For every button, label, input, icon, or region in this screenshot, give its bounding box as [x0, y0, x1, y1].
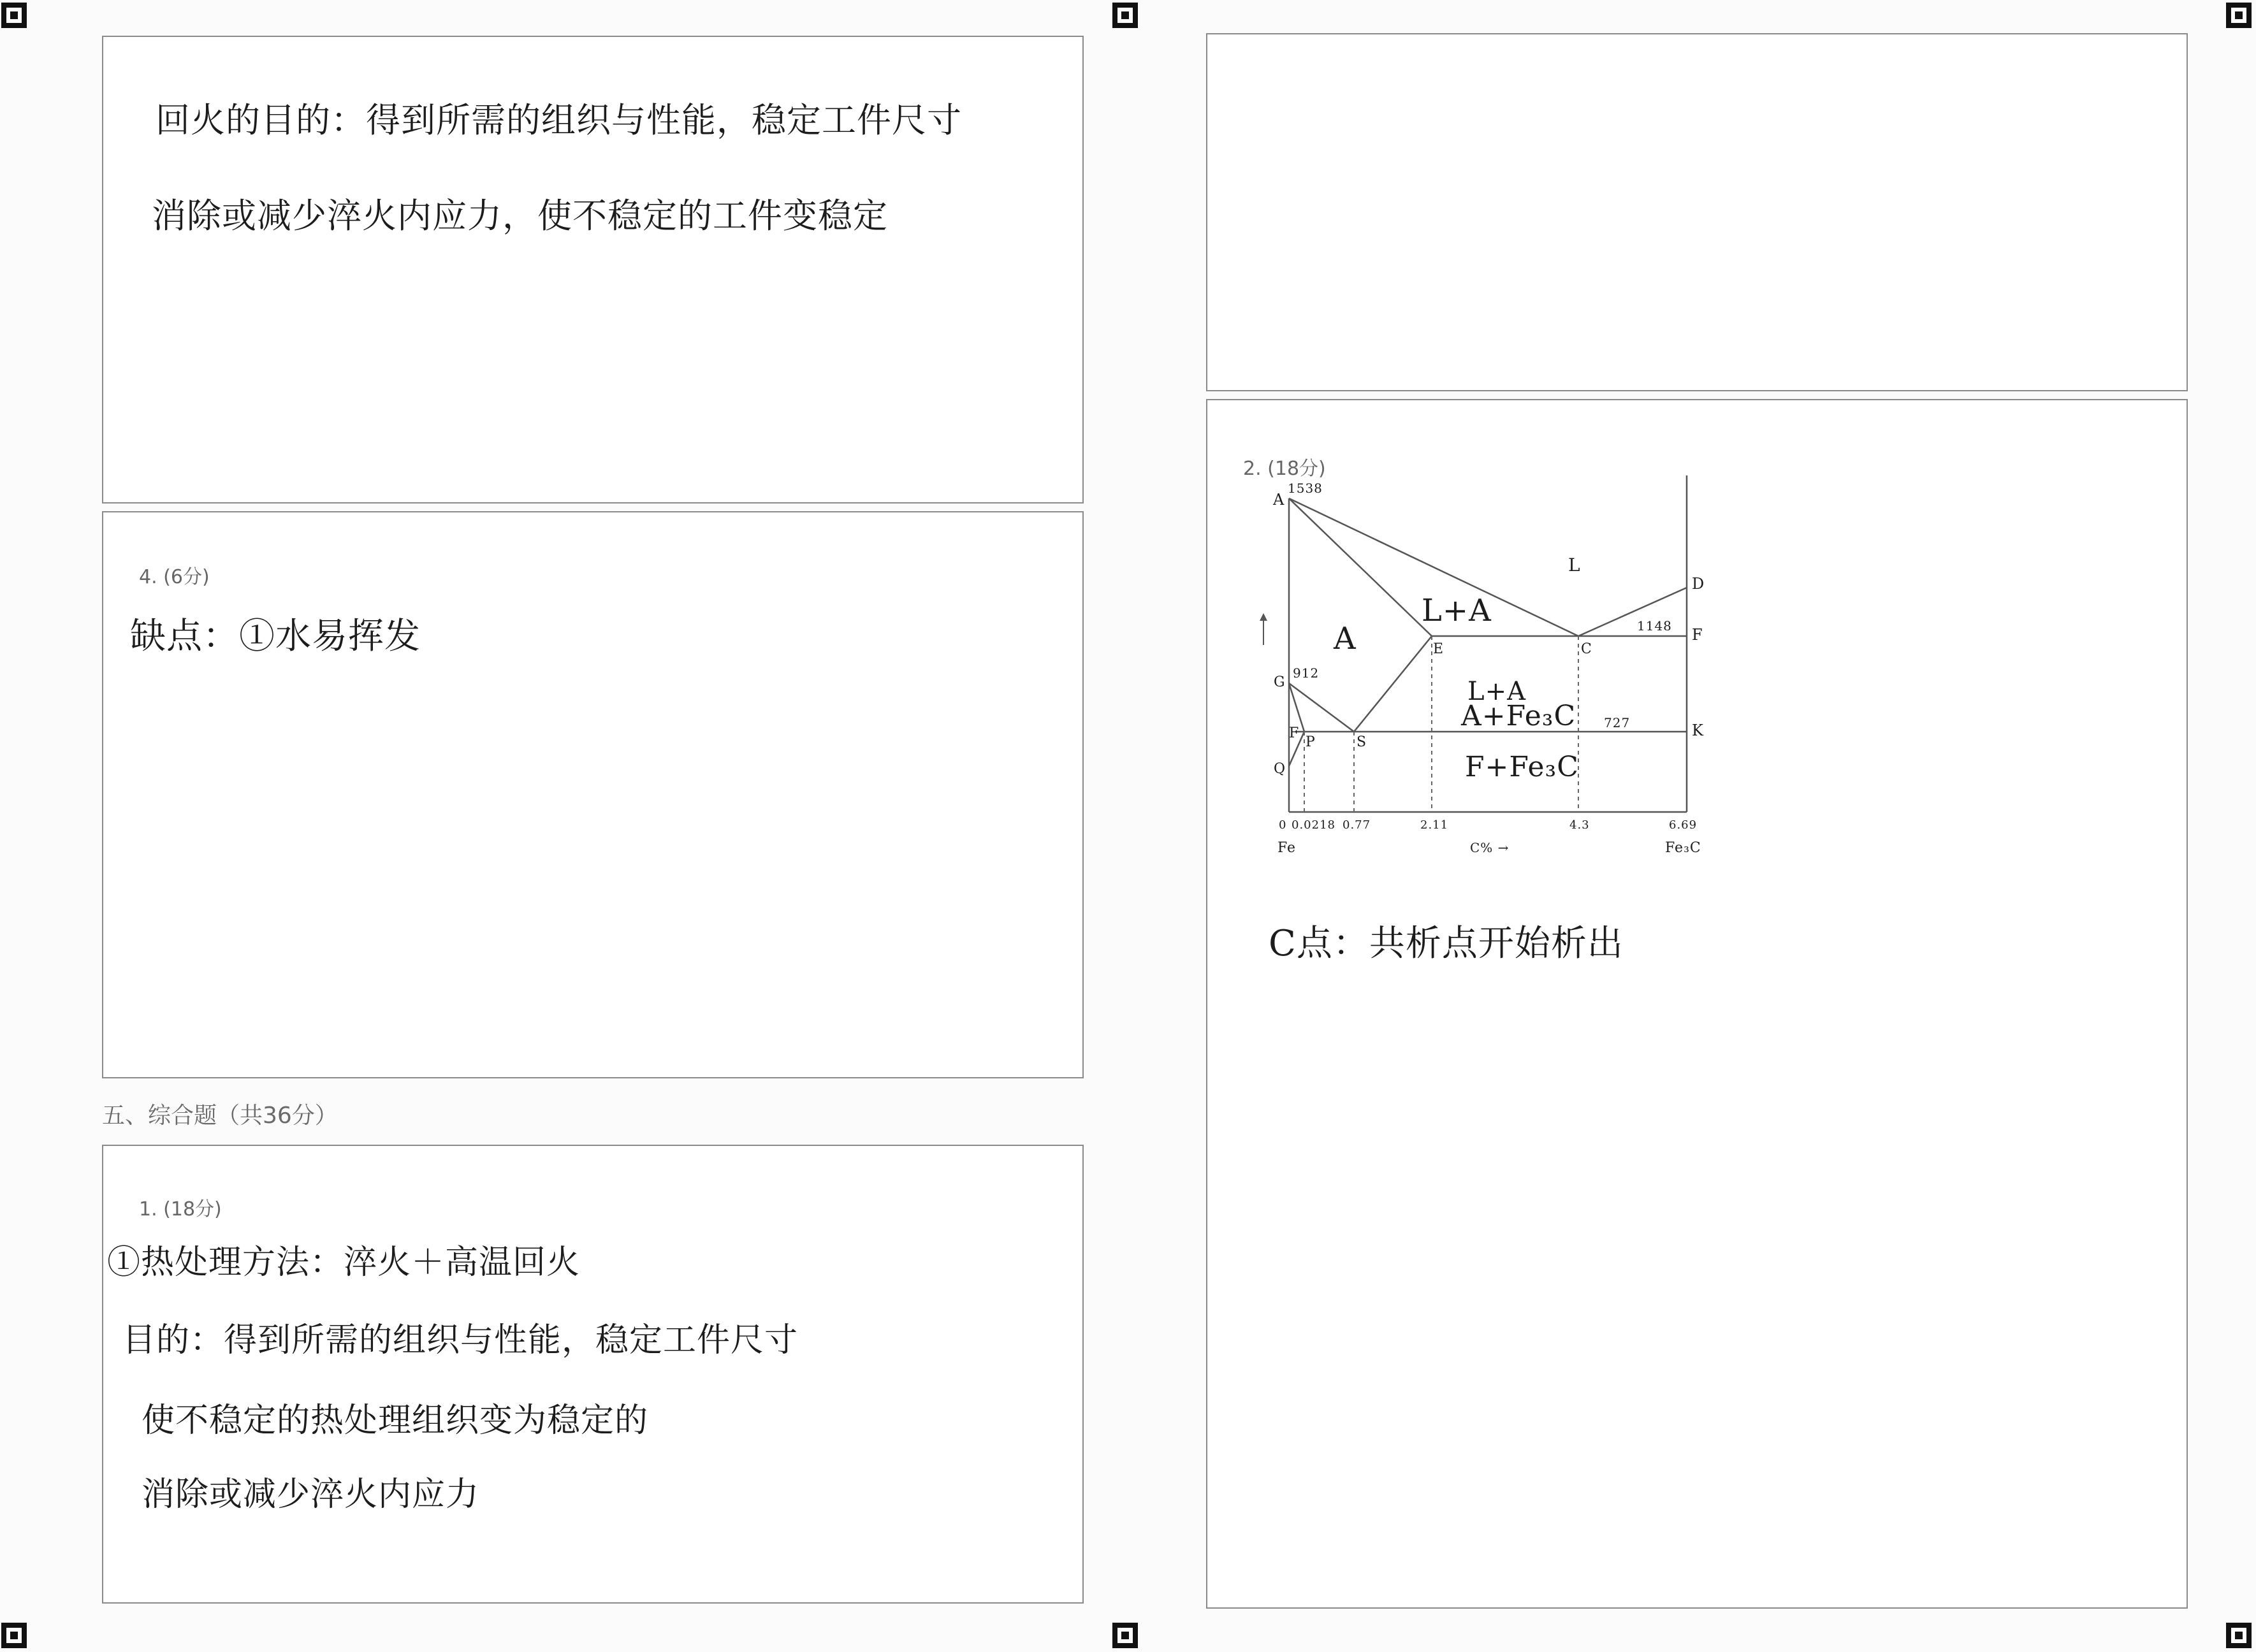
point-label-f-lower: F: [1289, 725, 1300, 741]
x-end-label-fe3c: Fe₃C: [1665, 840, 1701, 856]
answer-box-q4: [102, 511, 1084, 1078]
question-label-q4: 4. (6分): [139, 566, 210, 588]
x-end-label-fe: Fe: [1277, 840, 1297, 856]
temp-label-1148: 1148: [1637, 618, 1672, 634]
question-label-q1: 1. (18分): [139, 1198, 222, 1221]
answer-box-tempering: [102, 36, 1084, 504]
point-label-e: E: [1433, 641, 1445, 657]
answer-box-q2: [1206, 399, 2188, 1609]
x-tick-6-69: 6.69: [1669, 818, 1698, 832]
point-label-d: D: [1692, 575, 1705, 593]
section-title: 五、综合题（共36分）: [102, 1103, 338, 1129]
point-label-f: F: [1692, 626, 1703, 644]
corner-marker-top-left: [1, 3, 27, 28]
region-label-f-fe3c: F+Fe₃C: [1465, 751, 1579, 783]
handwritten-answer-q2: C点：共析点开始析出: [1269, 923, 1624, 964]
x-tick-0-77: 0.77: [1343, 818, 1371, 832]
answer-box-q1: [102, 1145, 1084, 1604]
point-label-g: G: [1274, 674, 1286, 690]
question-label-q2: 2. (18分): [1243, 458, 1326, 480]
fe-c-phase-diagram: [1207, 400, 1692, 885]
corner-marker-bottom-center: [1112, 1623, 1138, 1648]
x-tick-4-3: 4.3: [1569, 818, 1590, 832]
point-label-s: S: [1357, 734, 1367, 750]
point-label-c: C: [1581, 641, 1592, 657]
region-label-l: L: [1568, 554, 1581, 576]
handwritten-line-2: 消除或减少淬火内应力，使不稳定的工件变稳定: [152, 196, 888, 236]
handwritten-line-3: 使不稳定的热处理组织变为稳定的: [142, 1402, 649, 1440]
temp-label-1538: 1538: [1288, 481, 1323, 496]
point-label-q: Q: [1274, 761, 1286, 777]
handwritten-answer-q4: 缺点：①水易挥发: [130, 616, 421, 657]
point-label-k: K: [1692, 721, 1704, 739]
answer-box-empty: [1206, 33, 2188, 391]
x-tick-0-0218: 0.0218: [1292, 818, 1335, 832]
x-tick-0: 0: [1279, 818, 1287, 832]
handwritten-line-2: 目的：得到所需的组织与性能，稳定工件尺寸: [122, 1321, 799, 1359]
region-label-a: A: [1334, 621, 1357, 656]
corner-marker-top-right: [2226, 3, 2252, 28]
handwritten-line-1: 回火的目的：得到所需的组织与性能，稳定工件尺寸: [156, 100, 962, 140]
handwritten-line-4: 消除或减少淬火内应力: [142, 1475, 480, 1514]
corner-marker-top-center: [1112, 3, 1138, 28]
corner-marker-bottom-left: [1, 1623, 27, 1648]
temp-label-912: 912: [1293, 665, 1320, 681]
point-label-p: P: [1306, 734, 1316, 750]
region-label-l-a: L+A: [1422, 593, 1492, 628]
corner-marker-bottom-right: [2226, 1623, 2252, 1648]
x-axis-label: C% →: [1470, 840, 1510, 855]
point-label-a: A: [1273, 491, 1285, 509]
temp-label-727: 727: [1604, 715, 1631, 730]
region-label-l-a-2: L+A: [1467, 677, 1526, 706]
x-tick-2-11: 2.11: [1420, 818, 1449, 832]
handwritten-line-1: ①热处理方法：淬火＋高温回火: [107, 1243, 581, 1282]
region-label-a-fe3c: A+Fe₃C: [1461, 700, 1576, 732]
